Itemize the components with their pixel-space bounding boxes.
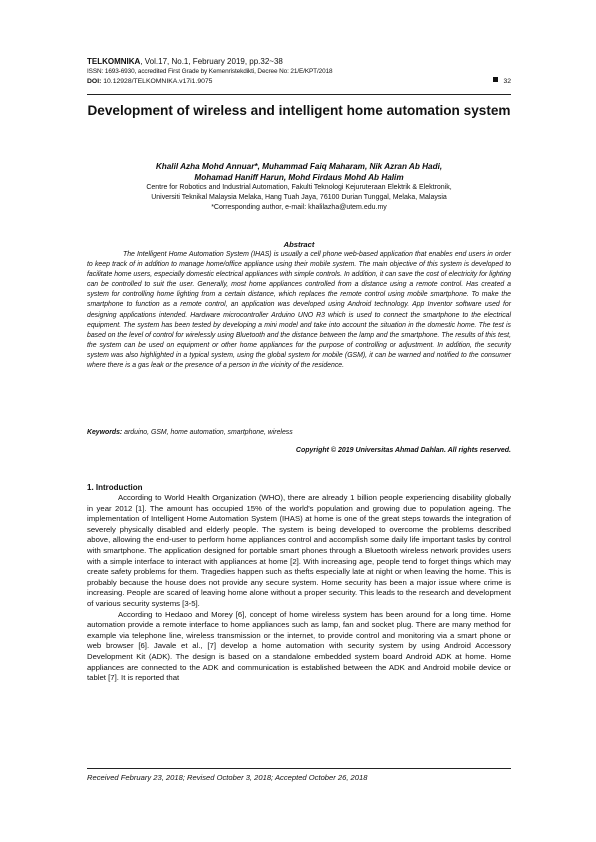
section-heading: 1. Introduction — [87, 483, 143, 492]
body-paragraph: According to World Health Organization (WHO), there are already 1 billion people experiencing disability globally in year 2012 [1]. The amount has occupied 15% of the world's population and growing due to population ageing. The implementation of Intelligent Home Automation System (IHAS) at home is one of the great steps towards the integration of severely physically disabled and elderly people. The system is being developed to overcome the problems described above, allowing the end-user to perform home appliances control and accomplish some daily life important tasks by control with smartphone. The application designed for portable smart phones through a Bluetooth wireless network provides users with a simple interface to interact with appliances at home [2]. With increasing age, people tend to forget things which may create safety problems for them. Tragedies happen such as thefts especially late at night or when leaving the home. This is probably because the house does not provide any secure system. Home security has been a major issue where crime is increasing. People are scared of leaving home alone without a proper security. This leads to the research and development of various security systems [3-5]. — [87, 493, 511, 608]
affiliation — [87, 183, 511, 213]
received-dates-footer: Received February 23, 2018; Revised October 3, 2018; Accepted October 26, 2018 — [87, 773, 368, 782]
author-list — [87, 161, 511, 183]
affiliation-line: Universiti Teknikal Malaysia Melaka, Hang Tuah Jaya, 76100 Durian Tunggal, Melaka, Malaysia — [151, 194, 447, 201]
journal-issn: ISSN: 1693-6930, accredited First Grade by Kemenristekdikti, Decree No: 21/E/KPT/2018 — [87, 68, 333, 75]
author-line: Mohamad Haniff Harun, Mohd Firdaus Mohd Ab Halim — [194, 173, 404, 182]
copyright-notice: Copyright © 2019 Universitas Ahmad Dahlan. All rights reserved. — [295, 447, 511, 454]
keywords — [87, 429, 511, 436]
square-bullet-icon — [493, 77, 498, 82]
keywords-text: arduino, GSM, home automation, smartphone, wireless — [122, 429, 293, 436]
affiliation-line: Centre for Robotics and Industrial Automation, Fakulti Teknologi Kejuruteraan Elektrik & Elektronik, — [146, 184, 452, 191]
page-number-block — [493, 77, 511, 87]
page-number: 32 — [503, 78, 511, 85]
footer-rule — [87, 768, 511, 769]
corresponding-author: *Corresponding author, e-mail: khalilazha@utem.edu.my — [211, 204, 387, 211]
section-body — [87, 493, 511, 684]
paper-title: Development of wireless and intelligent home automation system — [87, 103, 511, 118]
header-rule — [87, 94, 511, 95]
abstract-text: The Intelligent Home Automation System (IHAS) is usually a cell phone web-based application that enables end users in order to keep track of in addition to manage home/office appliance using their mobile system. The main objective of this system is developed to facilitate home users, especially domestic electrical appliances with simple controls. In addition, it can save the cost of electricity for lighting can be controlled to suit the user. Generally, most home appliances controlled from a distance using a remote control. Has created a system for controlling home lighting from a certain distance, which replaces the remote control using mobile smartphone. To make the smartphone to function as a remote control, an application was developed using Android technology. App Inventor software used for designing applications intended. Hardware microcontroller Arduino UNO R3 which is used to connect the smartphone to the electrical equipment. The system has been tested by developing a mini model and take into account the situation in the domestic home. The test is based on the level of control for wirelessly using Bluetooth and the distance between the lamp and the smartphone. The results of this test, the system can be used on equipment or other home appliances for the purpose of controlling or adjustment. In addition, the security system was also highlighted in a typical system, using the global system for mobile (GSM), it can be warned and notified to the consumer where there is a gas leak or the presence of a person in the vicinity of the residence. — [87, 251, 511, 370]
abstract-heading: Abstract — [283, 240, 315, 249]
journal-doi-line — [87, 77, 511, 87]
author-line: Khalil Azha Mohd Annuar*, Muhammad Faiq Maharam, Nik Azran Ab Hadi, — [155, 162, 443, 171]
keywords-label: Keywords: — [87, 429, 123, 436]
doi-value: 10.12928/TELKOMNIKA.v17i1.9075 — [101, 78, 213, 85]
journal-citation: , Vol.17, No.1, February 2019, pp.32~38 — [140, 57, 283, 66]
body-paragraph: According to Hedaoo and Morey [6], concept of home wireless system has been around for a long time. Home automation provide a remote interface to home appliances such as lamp, fan and socket plug. There are many method for example via telephone line, wireless transmission or the internet, to provide control and monitoring via a smart phone or web browser [6]. Javale et al., [7] develop a home automation with security system by using Android Accessory Development Kit (ADK). The design is based on a standalone embedded system board Android ADK at home. Home appliances are connected to the ADK and communication is established between the ADK and Android mobile device or tablet [7]. It is reported that — [87, 609, 511, 683]
journal-header — [87, 57, 511, 87]
journal-citation-line — [87, 57, 511, 67]
journal-name: TELKOMNIKA — [87, 57, 141, 66]
doi-label: DOI: — [87, 78, 102, 85]
